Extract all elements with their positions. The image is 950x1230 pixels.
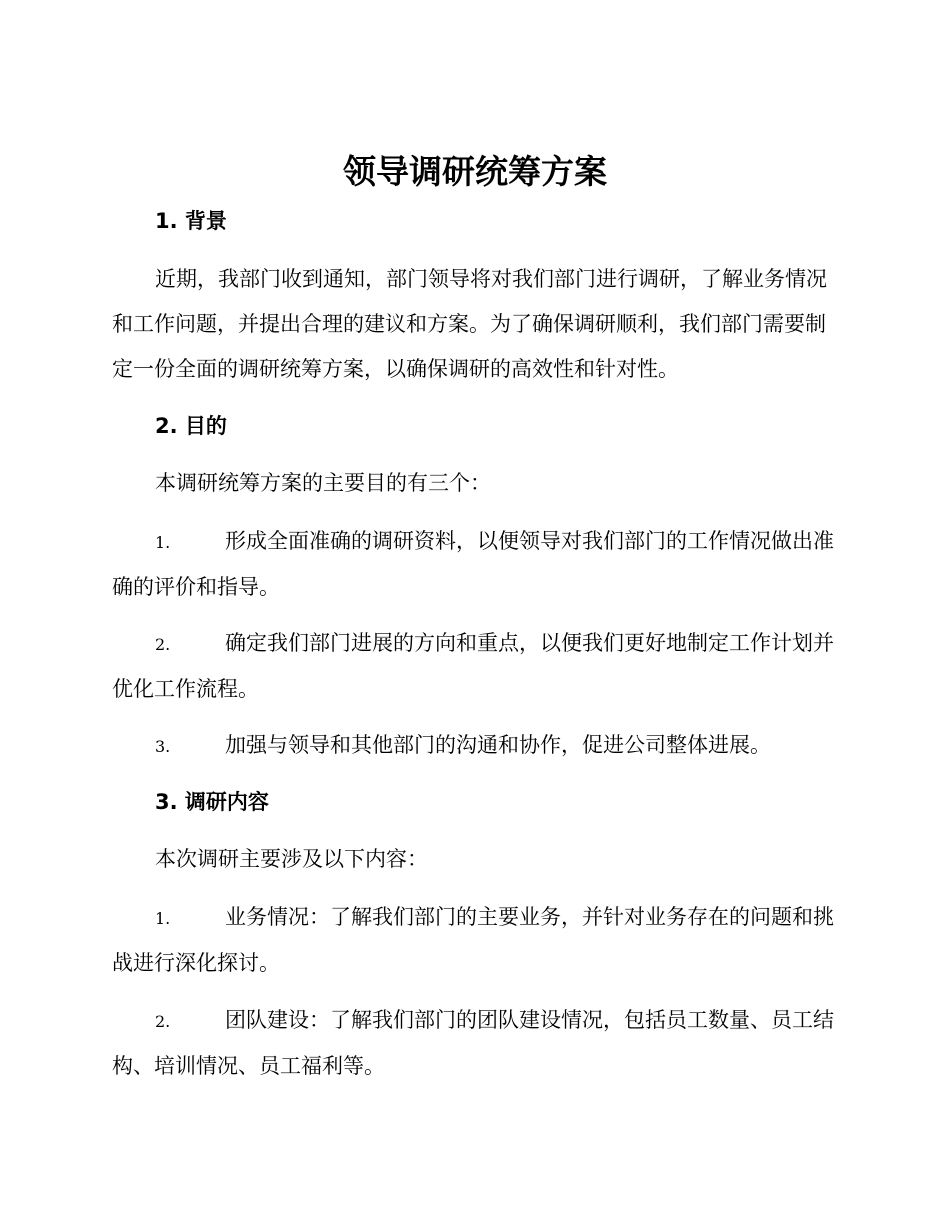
list-item-text: 确定我们部门进展的方向和重点，以便我们更好地制定工作计划并优化工作流程。 xyxy=(112,631,834,701)
list-item-text: 形成全面准确的调研资料，以便领导对我们部门的工作情况做出准确的评价和指导。 xyxy=(112,529,834,599)
list-number: 1. xyxy=(155,909,171,928)
content-item xyxy=(112,895,834,986)
list-item-text: 加强与领导和其他部门的沟通和协作，促进公司整体进展。 xyxy=(225,733,771,757)
purpose-item xyxy=(112,519,834,610)
list-number: 2. xyxy=(155,1012,171,1031)
list-item-text: 团队建设：了解我们部门的团队建设情况，包括员工数量、员工结构、培训情况、员工福利等。 xyxy=(112,1008,834,1078)
list-number: 2. xyxy=(155,635,171,654)
purpose-item xyxy=(112,621,834,712)
purpose-intro: 本调研统筹方案的主要目的有三个： xyxy=(155,471,491,495)
list-number: 3. xyxy=(155,737,171,756)
document-title: 领导调研统筹方案 xyxy=(343,152,607,191)
list-number: 1. xyxy=(155,533,171,552)
content-item xyxy=(112,998,834,1089)
content-intro: 本次调研主要涉及以下内容： xyxy=(155,847,428,871)
section-heading-purpose: 2. 目的 xyxy=(155,414,227,438)
purpose-item xyxy=(112,723,834,769)
section-heading-content: 3. 调研内容 xyxy=(155,790,269,814)
background-paragraph: 近期，我部门收到通知，部门领导将对我们部门进行调研，了解业务情况和工作问题，并提出合理的建议和方案。为了确保调研顺利，我们部门需要制定一份全面的调研统筹方案，以确保调研的高效性和针对性。 xyxy=(112,267,827,381)
list-item-text: 业务情况：了解我们部门的主要业务，并针对业务存在的问题和挑战进行深化探讨。 xyxy=(112,905,834,975)
section-heading-background: 1. 背景 xyxy=(155,209,227,233)
